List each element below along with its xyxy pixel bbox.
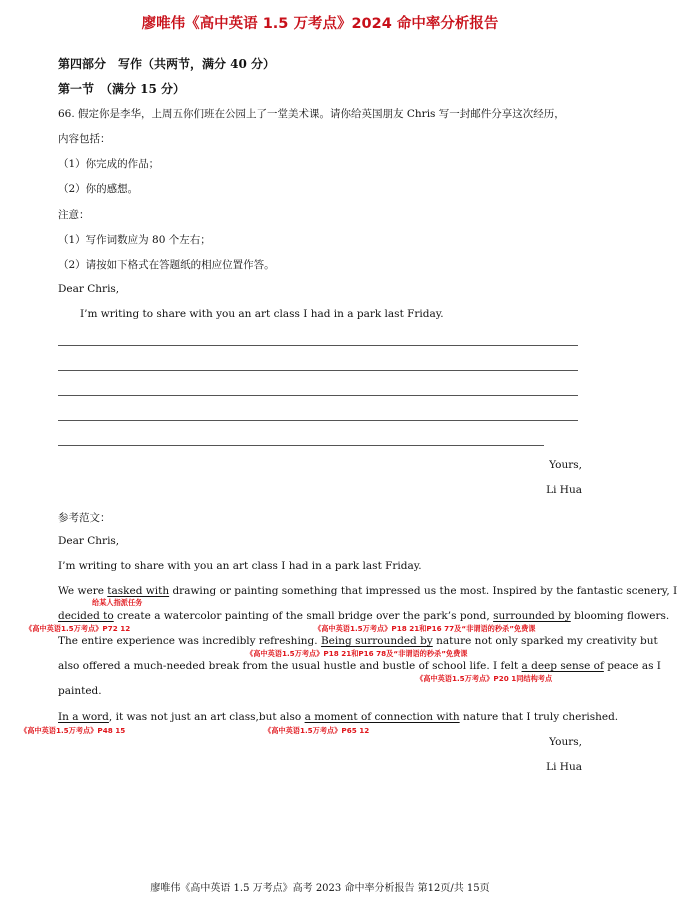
model-closing: Yours, [549,736,582,748]
key-phrase-being-surrounded-by: Being surrounded by [320,635,433,647]
model-line-1: We were tasked with drawing or painting something that impressed us the most. Inspired by the fantastic scenery, I [58,585,677,597]
section-node-heading: 第一节 （满分 15 分） [58,82,186,96]
model-signature: Li Hua [546,761,582,773]
key-phrase-a-deep-sense-of: a deep sense of [521,660,604,672]
annotation-reference: 《高中英语1.5万考点》P20 1同结构考点 [416,674,553,683]
answer-line [58,370,578,371]
model-opening: I’m writing to share with you an art class I had in a park last Friday. [58,560,422,572]
model-line-5: painted. [58,685,102,697]
letter-closing: Yours, [549,459,582,471]
annotation-reference: 《高中英语1.5万考点》P48 15 [20,726,126,735]
answer-line [58,420,578,421]
model-line-6: In a word, it was not just an art class,but also a moment of connection with nature that I truly cherished. [58,711,619,723]
task-prompt-line-2: 内容包括： [58,133,111,145]
key-phrase-decided-to: decided to [58,610,114,622]
key-phrase-a-moment-of-connection-with: a moment of connection with [304,711,460,723]
note-item-2: （2）请按如下格式在答题纸的相应位置作答。 [58,259,275,271]
model-essay-label: 参考范文： [58,512,111,524]
model-line-2: decided to create a watercolor painting of the small bridge over the park’s pond, surrounded by blooming flowers. [58,610,670,622]
task-prompt-line-1: 66. 假定你是李华，上周五你们班在公园上了一堂美术课。请你给英国朋友 Chris 写一封邮件分享这次经历， [58,108,565,120]
section-part-heading: 第四部分 写作（共两节，满分 40 分） [58,57,276,71]
answer-line [58,445,544,446]
task-item-1: （1）你完成的作品； [58,158,160,170]
annotation-reference: 《高中英语1.5万考点》P72 12 [25,624,131,633]
note-label: 注意： [58,209,90,221]
page-footer: 廖唯伟《高中英语 1.5 万考点》高考 2023 命中率分析报告 第12页/共 15页 [150,883,490,894]
letter-greeting: Dear Chris, [58,283,120,295]
key-phrase-in-a-word: In a word [58,711,109,723]
key-phrase-surrounded-by: surrounded by [493,610,571,622]
annotation-reference: 《高中英语1.5万考点》P18 21和P16 78及“非谓语的秒杀”免费课 [246,649,468,658]
key-phrase-tasked-with: tasked with [107,585,170,597]
annotation-reference: 《高中英语1.5万考点》P18 21和P16 77及“非谓语的秒杀”免费课 [314,624,536,633]
annotation-note: 给某人指派任务 [92,598,143,607]
letter-opening: I’m writing to share with you an art class I had in a park last Friday. [80,308,444,320]
model-line-4: also offered a much-needed break from the usual hustle and bustle of school life. I felt a deep sense of peace as I [58,660,661,672]
model-greeting: Dear Chris, [58,535,120,547]
task-item-2: （2）你的感想。 [58,183,139,195]
letter-signature: Li Hua [546,484,582,496]
answer-line [58,395,578,396]
model-line-3: The entire experience was incredibly refreshing. Being surrounded by nature not only sparked my creativity but [58,635,658,647]
annotation-reference: 《高中英语1.5万考点》P65 12 [264,726,370,735]
page-title: 廖唯伟《高中英语 1.5 万考点》2024 命中率分析报告 [141,16,499,32]
answer-line [58,345,578,346]
note-item-1: （1）写作词数应为 80 个左右； [58,234,211,246]
